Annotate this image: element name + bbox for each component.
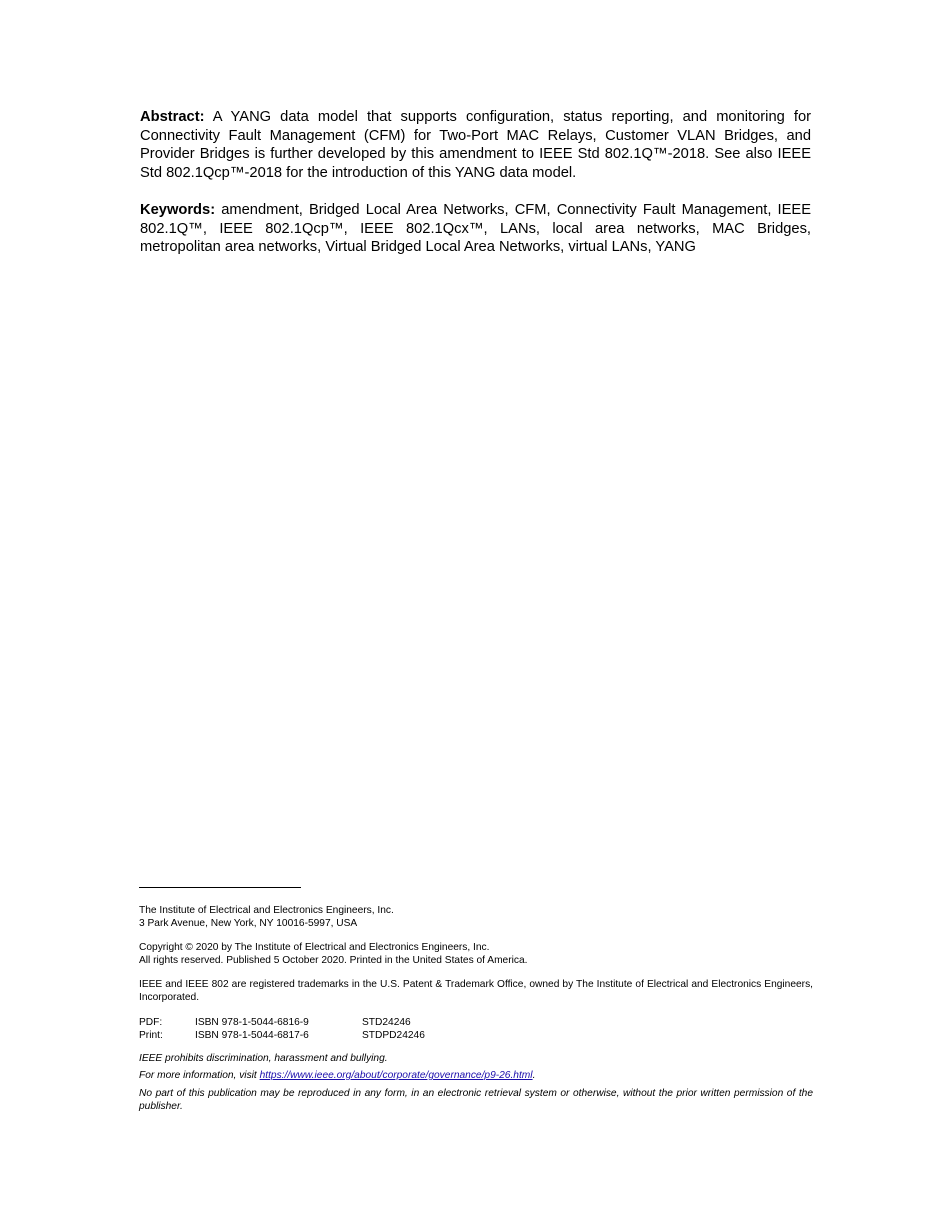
keywords-text: amendment, Bridged Local Area Networks, CFM, Connectivity Fault Management, IEEE 802.1Q™, IEEE 802.1Qcp™, IEEE 802.1Qcx™, LANs, local area networks, MAC Bridges, metropolitan area networks, Virtual Bridged Local Area Networks, virtual LANs, YANG xyxy=(140,202,811,255)
isbn-code: STD24246 xyxy=(362,1017,411,1028)
keywords-paragraph xyxy=(140,201,811,257)
reproduction-notice: No part of this publication may be reproduced in any form, in an electronic retrieval system or otherwise, without the prior written permission of the publisher. xyxy=(139,1088,813,1112)
copyright-notice xyxy=(139,942,813,967)
copyright-line: Copyright © 2020 by The Institute of Electrical and Electronics Engineers, Inc. xyxy=(139,942,490,953)
footnote-divider xyxy=(139,887,301,888)
more-info-prefix: For more information, visit xyxy=(139,1070,260,1081)
rights-line: All rights reserved. Published 5 October 2020. Printed in the United States of America. xyxy=(139,954,528,966)
abstract-label: Abstract: xyxy=(140,109,205,125)
isbn-format: PDF: xyxy=(139,1017,163,1028)
publisher-name: The Institute of Electrical and Electronics Engineers, Inc. xyxy=(139,905,394,916)
more-info-suffix: . xyxy=(532,1070,536,1081)
abstract-text: A YANG data model that supports configuration, status reporting, and monitoring for Connectivity Fault Management (CFM) for Two-Port MAC Relays, Customer VLAN Bridges, and Provider Bridges is further developed by this amendment to IEEE Std 802.1Q™-2018. See also IEEE Std 802.1Qcp™-2018 for the introduction of this YANG data model. xyxy=(140,109,811,181)
isbn-format: Print: xyxy=(139,1029,163,1041)
policy-statement: IEEE prohibits discrimination, harassment and bullying. xyxy=(139,1053,388,1064)
publisher-info xyxy=(139,905,813,930)
more-info-line xyxy=(139,1070,813,1083)
isbn-row-pdf xyxy=(139,1017,813,1030)
isbn-number: ISBN 978-1-5044-6817-6 xyxy=(195,1029,309,1041)
isbn-code: STDPD24246 xyxy=(362,1029,425,1041)
abstract-paragraph xyxy=(140,108,811,182)
isbn-row-print xyxy=(139,1030,813,1043)
keywords-label: Keywords: xyxy=(140,202,216,218)
isbn-number: ISBN 978-1-5044-6816-9 xyxy=(195,1017,309,1028)
trademark-notice: IEEE and IEEE 802 are registered trademarks in the U.S. Patent & Trademark Office, owned by The Institute of Electrical and Electronics Engineers, Incorporated. xyxy=(139,979,813,1003)
governance-link[interactable]: https://www.ieee.org/about/corporate/governance/p9-26.html xyxy=(259,1070,533,1081)
isbn-table xyxy=(139,1017,813,1042)
publisher-address: 3 Park Avenue, New York, NY 10016-5997, USA xyxy=(139,917,358,929)
